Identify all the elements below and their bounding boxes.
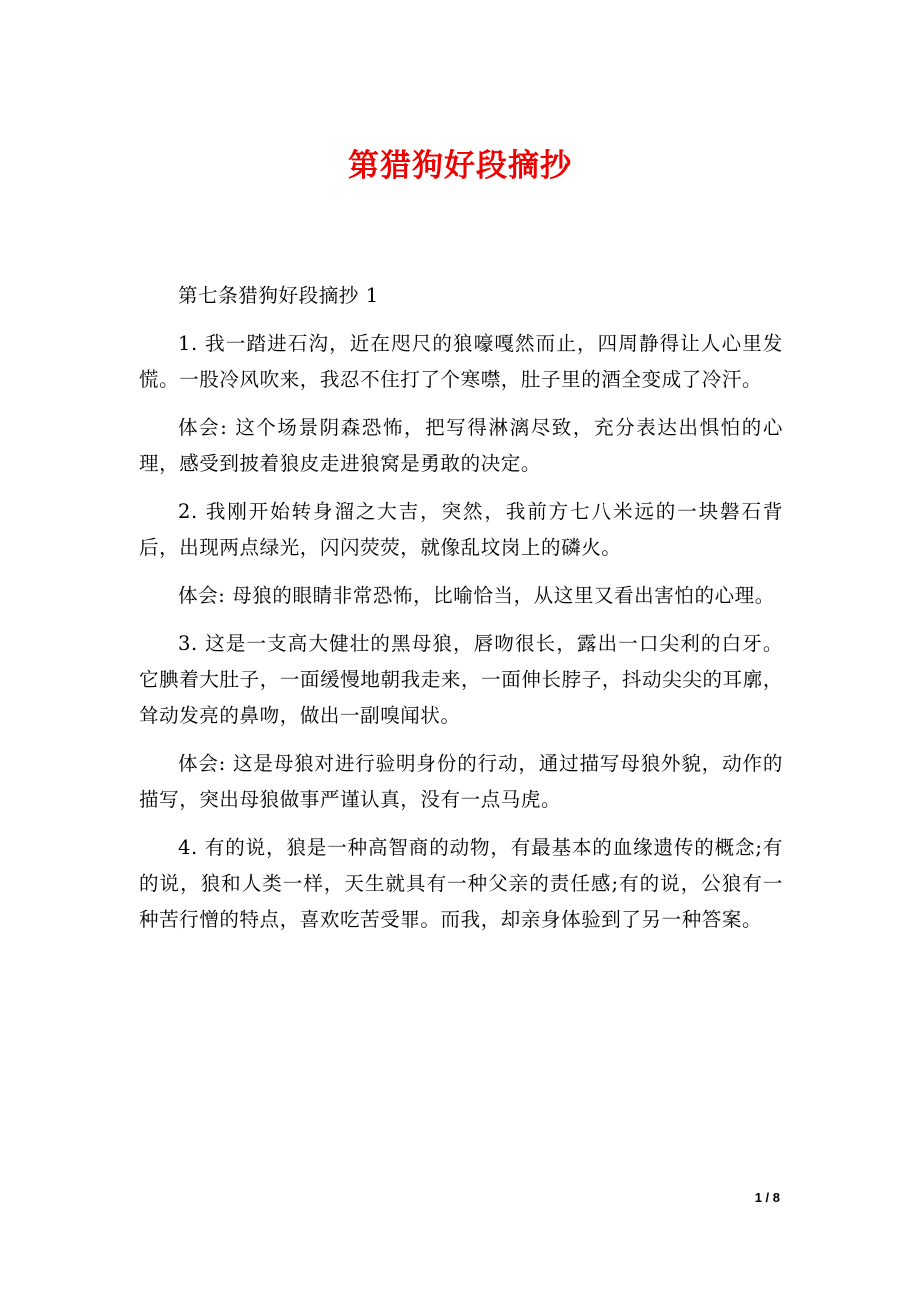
paragraph-reflection-3: 体会: 这是母狼对进行验明身份的行动，通过描写母狼外貌，动作的描写，突出母狼做事严谨认真，没有一点马虎。 [139,752,783,811]
document-title: 第猎狗好段摘抄 [348,148,572,184]
paragraph-reflection-2: 体会: 母狼的眼睛非常恐怖，比喻恰当，从这里又看出害怕的心理。 [178,584,775,607]
paragraph-excerpt-1: 1. 我一踏进石沟，近在咫尺的狼嚎嘎然而止，四周静得让人心里发慌。一股冷风吹来，我忍不住打了个寒噤，肚子里的酒全变成了冷汗。 [139,332,783,391]
paragraph-excerpt-4: 4. 有的说，狼是一种高智商的动物，有最基本的血缘遗传的概念;有的说，狼和人类一样，天生就具有一种父亲的责任感;有的说，公狼有一种苦行憎的特点，喜欢吃苦受罪。而我，却亲身体验到了另一种答案。 [139,836,783,931]
paragraph-excerpt-3: 3. 这是一支高大健壮的黑母狼，唇吻很长，露出一口尖利的白牙。它腆着大肚子，一面缓慢地朝我走来，一面伸长脖子，抖动尖尖的耳廓，耸动发亮的鼻吻，做出一副嗅闻状。 [139,632,783,727]
document-body [139,278,783,950]
paragraph-reflection-1: 体会: 这个场景阴森恐怖，把写得淋漓尽致，充分表达出惧怕的心理，感受到披着狼皮走进狼窝是勇敢的决定。 [139,416,783,475]
paragraph-excerpt-2: 2. 我刚开始转身溜之大吉，突然，我前方七八米远的一块磐石背后，出现两点绿光，闪闪荧荧，就像乱坟岗上的磷火。 [139,500,783,559]
paragraph-heading: 第七条猎狗好段摘抄 1 [178,284,379,307]
page-number: 1 / 8 [754,1190,780,1205]
